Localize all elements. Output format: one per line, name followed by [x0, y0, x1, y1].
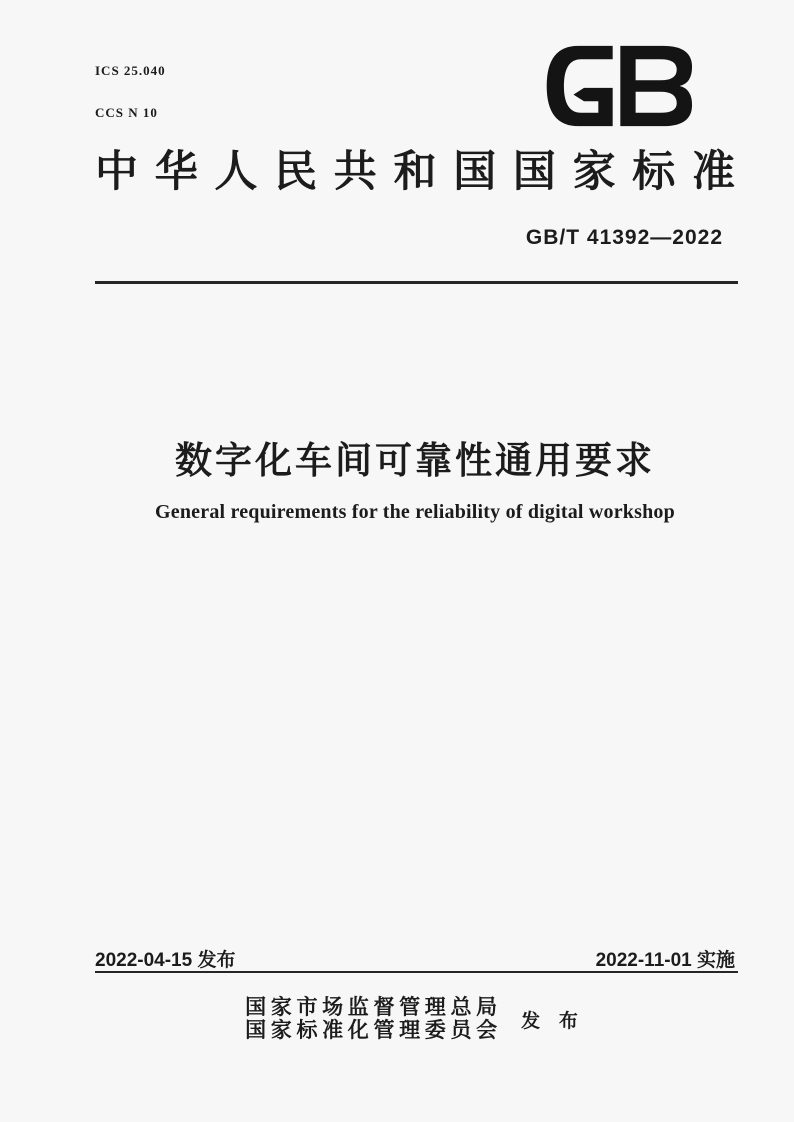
publish-label: 发 布 — [521, 1010, 585, 1032]
top-divider — [95, 281, 738, 284]
document-title-en: General requirements for the reliability of digital workshop — [155, 501, 675, 523]
ics-code: ICS 25.040 — [95, 63, 166, 78]
classification-codes — [95, 36, 166, 148]
dates-row — [95, 945, 735, 972]
implement-date: 2022-11-01 实施 — [595, 950, 735, 971]
issuers-row — [95, 996, 735, 1042]
issue-date: 2022-04-15 发布 — [95, 950, 236, 971]
issuer-name-2: 国家标准化管理委员会 — [245, 1018, 498, 1042]
ccs-code: CCS N 10 — [95, 105, 158, 120]
document-title-zh: 数字化车间可靠性通用要求 — [175, 440, 655, 481]
bottom-divider — [95, 971, 738, 973]
standard-number: GB/T 41392—2022 — [525, 226, 723, 249]
standard-heading: 中华人民共和国国家标准 — [95, 149, 735, 196]
issuer-names — [245, 996, 497, 1042]
gb-logo-icon — [540, 44, 693, 128]
issuer-name-1: 国家市场监督管理总局 — [245, 995, 498, 1019]
